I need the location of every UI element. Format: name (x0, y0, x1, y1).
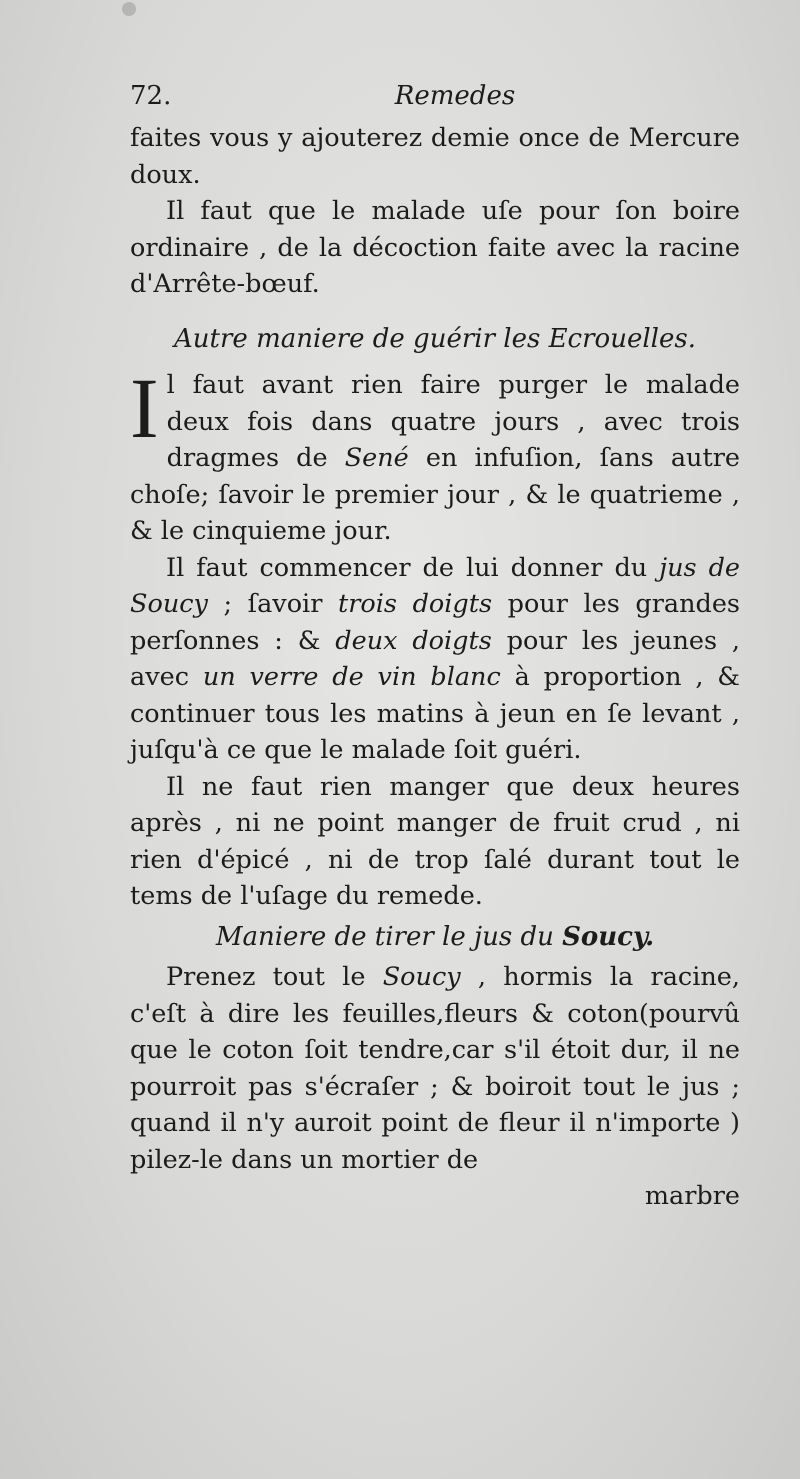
p3-italic-sene: Sené (344, 443, 409, 473)
running-title: Remedes (394, 81, 516, 111)
paragraph-1: faites vous y ajouterez demie once de Mercure doux. (130, 123, 740, 190)
p6-t2: , hormis la racine, c'eſt à dire les feuilles,fleurs & coton(pourvû que le coton ſoit tendre,car s'il étoit dur, il ne pourroit pas s'écraſer ; & boiroit tout le jus ; quand il n'y auroit point de fleur il n'importe ) pilez-le dans un mortier de (130, 962, 740, 1175)
catchword: marbre (644, 1181, 740, 1211)
p4-i4: un verre de vin blanc (202, 662, 501, 692)
heading2-b1: Soucy. (562, 921, 655, 952)
p3-text-a: l faut avant rien faire purger le malade deux fois dans quatre jours , avec trois dragmes de (166, 370, 740, 473)
page-text (130, 78, 740, 1215)
p4-i3: deux doigts (335, 625, 492, 656)
paragraph-5: Il ne faut rien manger que deux heures après , ni ne point manger de fruit crud , ni rien d'épicé , ni de trop ſalé durant tout le tems de l'uſage du remede. (130, 771, 740, 911)
paragraph-2: Il faut que le malade uſe pour ſon boire ordinaire , de la décoction faite avec la racine d'Arrête-bœuf. (130, 196, 740, 299)
p4-t4: pour les jeunes , avec (130, 625, 741, 692)
section-heading-1: Autre maniere de guérir les Ecrouelles. (174, 323, 696, 354)
p4-i2: trois doigts (337, 589, 493, 619)
paragraph-3 (130, 360, 740, 550)
p6-i1: Soucy (382, 962, 461, 992)
p4-t2: ; ſavoir (207, 589, 338, 619)
p4-t3: pour les grandes perſonnes : & (130, 589, 741, 656)
drop-cap: I (130, 360, 159, 456)
heading2-t1: Maniere de tirer le jus du (215, 921, 563, 952)
p4-i1: jus de Soucy (130, 552, 740, 619)
p6-t1: Prenez tout le (166, 962, 383, 992)
paragraph-6 (130, 959, 740, 1178)
p3-text-b: en infuſion, ſans autre choſe; ſavoir le premier jour , & le quatrieme , & le cinquieme jour. (130, 443, 740, 546)
p4-t5: à proportion , & continuer tous les matins à jeun en ſe levant , juſqu'à ce que le malade ſoit guéri. (130, 662, 741, 765)
p4-t1: Il faut commencer de lui donner du (166, 552, 660, 583)
page-number: 72. (130, 81, 172, 111)
paragraph-4 (130, 550, 740, 769)
page-header (130, 78, 740, 120)
ink-speck (122, 2, 136, 16)
section-heading-2 (130, 919, 740, 956)
